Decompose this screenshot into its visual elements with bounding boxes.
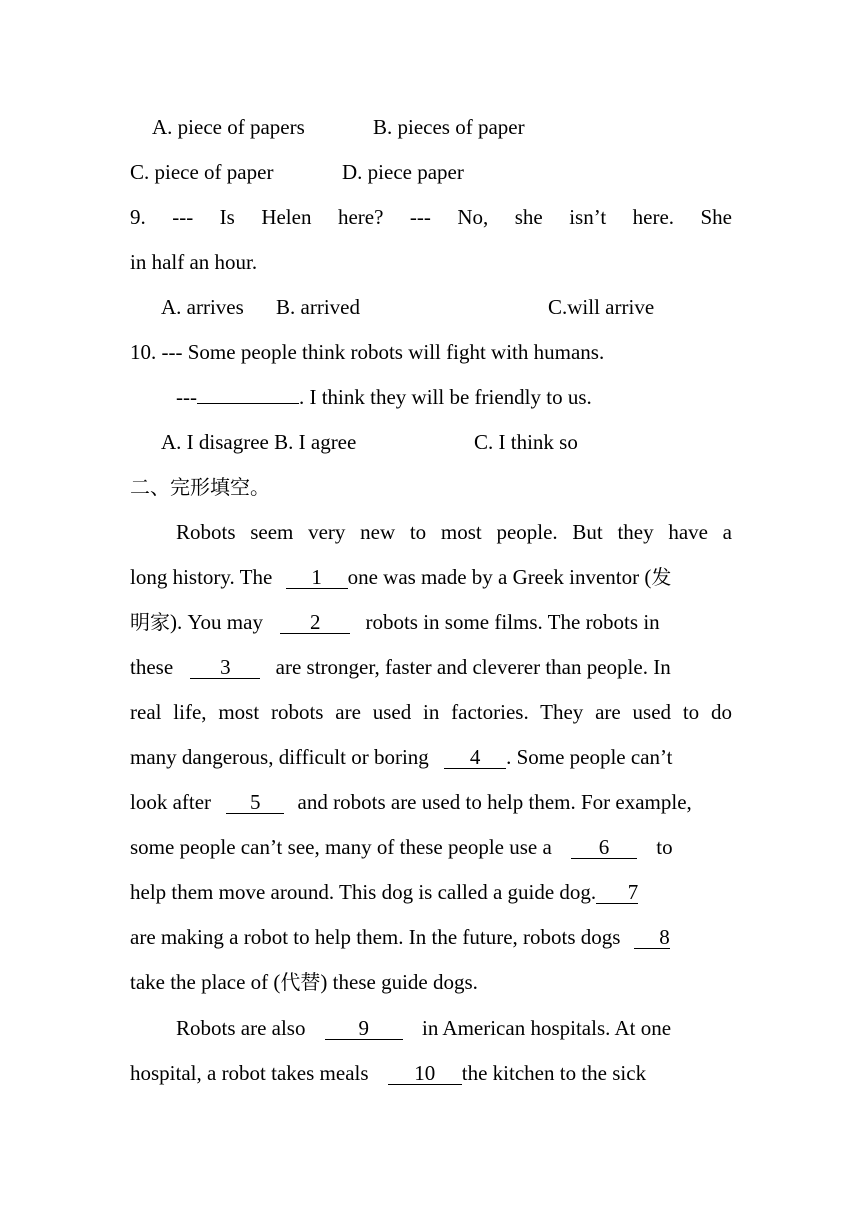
cloze-blank-10: 10 [388, 1062, 462, 1085]
passage-text: some people can’t see, many of these people use a [130, 835, 552, 859]
q10-stem: 10. --- Some people think robots will fight with humans. [130, 340, 605, 364]
q9-stem: 9. --- Is Helen here? --- No, she isn’t here. She [130, 205, 732, 229]
cloze-blank-3: 3 [190, 656, 260, 679]
passage-text-cjk: 代替 [280, 970, 321, 994]
cloze-blank-5: 5 [226, 791, 284, 814]
cloze-blank-9: 9 [325, 1017, 403, 1040]
passage-text: . Some people can’t [506, 745, 673, 769]
passage-line [130, 1051, 646, 1096]
q10-answer-blank [197, 403, 299, 404]
passage-line [130, 915, 670, 960]
passage-line: real life, most robots are used in factories. They are used to do [130, 700, 732, 724]
passage-line [130, 735, 672, 780]
passage-line [130, 645, 671, 690]
passage-text: to [656, 835, 673, 859]
q10-option-c: C. I think so [474, 430, 578, 454]
passage-line [176, 1006, 671, 1051]
cloze-blank-2: 2 [280, 611, 350, 634]
q8-option-a: A. piece of papers [152, 115, 305, 139]
cloze-blank-8: 8 [634, 926, 670, 949]
cloze-blank-7: 7 [596, 881, 638, 904]
passage-text: ) these guide dogs. [320, 970, 478, 994]
passage-text: many dangerous, difficult or boring [130, 745, 429, 769]
passage-text: robots in some films. The robots in [365, 610, 660, 634]
passage-text: one was made by a Greek inventor ( [347, 565, 652, 589]
passage-text: are making a robot to help them. In the future, robots dogs [130, 925, 621, 949]
passage-line [130, 600, 660, 645]
passage-text: take the place of ( [130, 970, 281, 994]
passage-text-cjk: 发 [651, 565, 672, 589]
passage-text: ). You may [170, 610, 263, 634]
cloze-blank-1: 1 [286, 566, 348, 589]
section-heading-cloze: 二、完形填空。 [130, 475, 270, 499]
passage-text: Robots are also [176, 1016, 306, 1040]
q9-option-a: A. arrives [161, 295, 244, 319]
cloze-blank-6: 6 [571, 836, 637, 859]
q10-reply-text: . I think they will be friendly to us. [298, 385, 592, 409]
passage-line [130, 960, 478, 1005]
passage-text: help them move around. This dog is called a guide dog. [130, 880, 597, 904]
passage-text: hospital, a robot takes meals [130, 1061, 369, 1085]
passage-text: the kitchen to the sick [461, 1061, 647, 1085]
passage-line [130, 780, 692, 825]
cloze-blank-4: 4 [444, 746, 506, 769]
q8-option-d: D. piece paper [342, 160, 464, 184]
passage-line [130, 555, 671, 600]
q8-option-b: B. pieces of paper [373, 115, 525, 139]
q10-option-ab: A. I disagree B. I agree [161, 430, 357, 454]
passage-text: these [130, 655, 174, 679]
q9-option-c: C.will arrive [548, 295, 655, 319]
passage-text: in American hospitals. At one [421, 1016, 672, 1040]
passage-text: and robots are used to help them. For example, [297, 790, 692, 814]
passage-text: are stronger, faster and cleverer than people. In [275, 655, 671, 679]
passage-text: look after [130, 790, 212, 814]
q10-reply-prefix: --- [176, 385, 197, 409]
q9-option-b: B. arrived [276, 295, 360, 319]
q9-stem-continued: in half an hour. [130, 250, 258, 274]
q10-reply [176, 375, 592, 420]
passage-text-cjk: 明家 [130, 610, 170, 634]
q8-option-c: C. piece of paper [130, 160, 274, 184]
passage-line [130, 870, 638, 915]
passage-line: Robots seem very new to most people. But they have a [176, 520, 732, 544]
passage-text: long history. The [130, 565, 273, 589]
passage-line [130, 825, 673, 870]
